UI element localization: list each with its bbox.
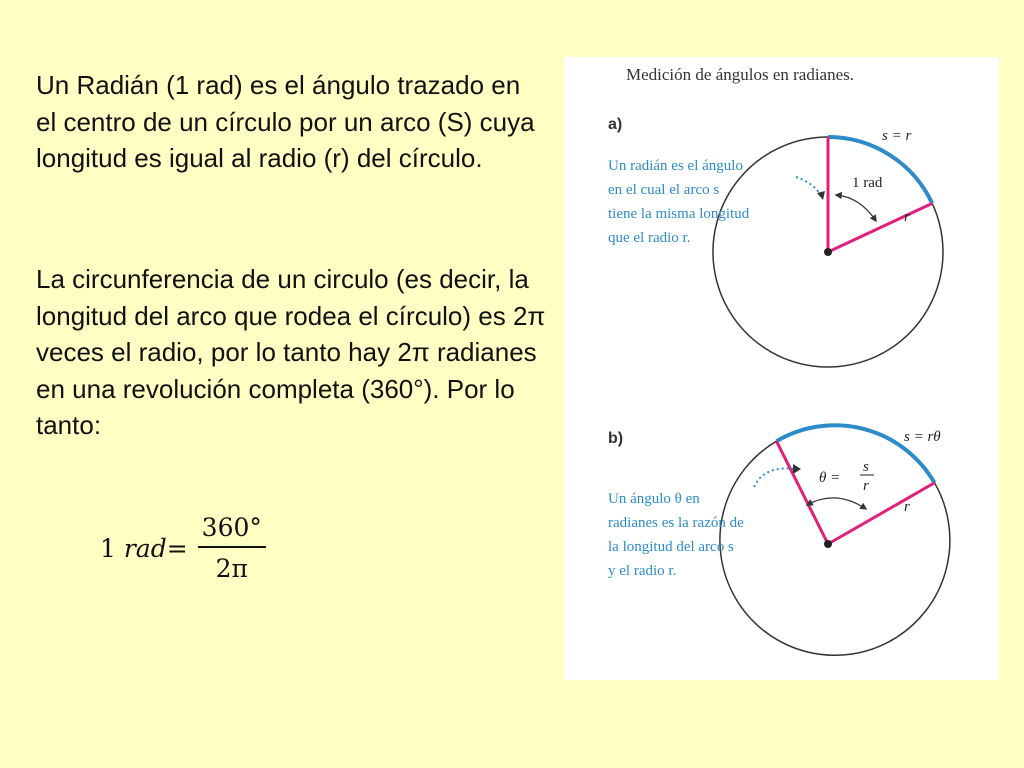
figure-svg	[564, 57, 999, 680]
part-a-label: a)	[608, 116, 623, 133]
formula-fraction	[198, 513, 266, 583]
part-b-note-line: y el radio r.	[608, 563, 677, 579]
part-a-note-line: en el cual el arco s	[608, 182, 720, 198]
part-a-center-dot	[824, 248, 832, 256]
figure-title: Medición de ángulos en radianes.	[626, 65, 855, 84]
figure-panel	[564, 57, 999, 680]
part-a-note	[608, 158, 750, 246]
part-b-pointer	[754, 468, 796, 487]
part-b-arc-label: s = rθ	[904, 429, 941, 445]
radian-formula	[100, 513, 266, 583]
part-a-note-line: Un radián es el ángulo	[608, 158, 743, 174]
part-a-pointer-head	[817, 191, 825, 200]
part-a-radius-label: r	[904, 209, 910, 225]
part-a-note-line: que el radio r.	[608, 230, 691, 246]
formula-lhs-unit: rad	[123, 533, 167, 563]
part-b-note-line: radianes es la razón de	[608, 515, 744, 531]
formula-lhs	[100, 534, 188, 563]
part-b-radius-left	[777, 441, 829, 544]
part-b-note	[608, 491, 744, 579]
part-a-note-line: tiene la misma longitud	[608, 206, 750, 222]
formula-equals: =	[166, 533, 188, 563]
part-b-radius-label: r	[904, 499, 910, 515]
formula-denominator: 2π	[215, 554, 248, 583]
formula-numerator: 360°	[198, 513, 266, 548]
circumference-paragraph: La circunferencia de un circulo (es decir, la longitud del arco que rodea el círculo) es 2π veces el radio, por lo tanto hay 2π radianes en una revolución completa (360°). Por lo tanto:	[36, 264, 546, 440]
part-a-arc-label: s = r	[882, 128, 912, 144]
part-b-center-dot	[824, 540, 832, 548]
part-a-radius-diagonal	[828, 203, 932, 252]
part-b-angle-formula	[819, 459, 874, 494]
part-a-angle-arrow	[836, 195, 876, 221]
part-b-pointer-head	[793, 464, 801, 474]
part-b-angle-arrow	[807, 498, 866, 509]
part-a-arc	[828, 137, 932, 203]
part-b-radius-right	[828, 483, 935, 544]
part-b-note-line: la longitud del arco s	[608, 539, 734, 555]
part-b-angle-num: s	[863, 459, 869, 475]
part-b-label: b)	[608, 430, 624, 447]
definition-paragraph: Un Radián (1 rad) es el ángulo trazado en el centro de un círculo por un arco (S) cuya longitud es igual al radio (r) del círculo.	[36, 70, 535, 173]
part-a-angle-label: 1 rad	[852, 175, 883, 191]
formula-lhs-number: 1	[100, 533, 116, 563]
part-b-angle-den: r	[863, 478, 869, 494]
part-b-note-line: Un ángulo θ en	[608, 491, 700, 507]
part-b-angle-lhs: θ =	[819, 470, 841, 486]
